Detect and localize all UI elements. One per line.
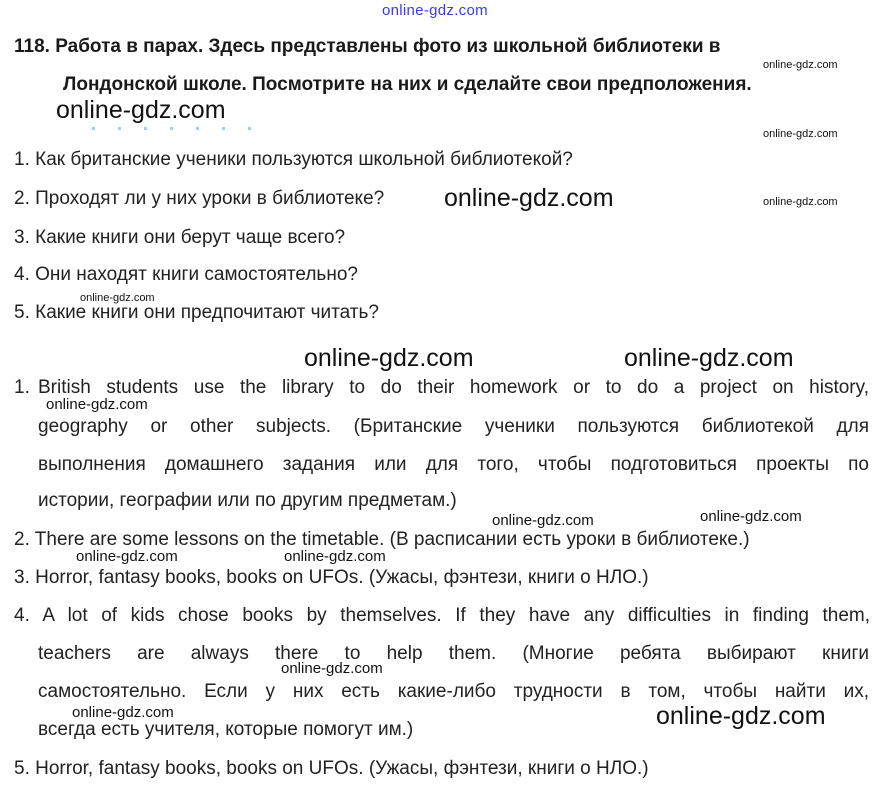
answer-2: 2. There are some lessons on the timetable. (В расписании есть уроки в библиотеке.) [14, 529, 750, 550]
watermark-big-4: online-gdz.com [624, 344, 794, 372]
watermark-small-3: online-gdz.com [700, 508, 802, 525]
watermark-tiny-2: online-gdz.com [763, 128, 838, 140]
answer-1-line-2: geography or other subjects. (Британские ученики пользуются библиотекой для [38, 416, 869, 437]
watermark-tiny-3: online-gdz.com [763, 196, 838, 208]
watermark-small-6: online-gdz.com [281, 660, 383, 677]
watermark-big-5: online-gdz.com [656, 702, 826, 730]
watermark-tiny-4: online-gdz.com [80, 292, 155, 304]
answer-4-line-4: всегда есть учителя, которые помогут им.) [38, 719, 414, 740]
watermark-big-3: online-gdz.com [304, 344, 474, 372]
question-4: 4. Они находят книги самостоятельно? [14, 264, 358, 285]
decorative-scan-mark [92, 127, 272, 130]
question-5: 5. Какие книги они предпочитают читать? [14, 302, 379, 323]
watermark-small-4: online-gdz.com [76, 548, 178, 565]
question-2: 2. Проходят ли у них уроки в библиотеке? [14, 188, 385, 209]
site-header-mark: online-gdz.com [382, 2, 488, 19]
watermark-small-5: online-gdz.com [284, 548, 386, 565]
question-1: 1. Как британские ученики пользуются школьной библиотекой? [14, 149, 573, 170]
answer-1-line-3: выполнения домашнего задания или для того, чтобы подготовиться проекты по [38, 454, 869, 475]
answer-1-line-4: истории, географии или по другим предметам.) [38, 490, 457, 511]
answer-4-line-3: самостоятельно. Если у них есть какие-либо трудности в том, чтобы найти их, [38, 681, 869, 702]
task-heading-line-2: Лондонской школе. Посмотрите на них и сделайте свои предположения. [63, 74, 752, 95]
answer-4-line-1: 4. A lot of kids chose books by themselves. If they have any difficulties in finding them, [14, 605, 870, 626]
watermark-tiny-1: online-gdz.com [763, 59, 838, 71]
watermark-small-2: online-gdz.com [492, 512, 594, 529]
answer-3: 3. Horror, fantasy books, books on UFOs. (Ужасы, фэнтези, книги о НЛО.) [14, 567, 649, 588]
watermark-big-1: online-gdz.com [56, 96, 226, 124]
question-3: 3. Какие книги они берут чаще всего? [14, 227, 346, 248]
answer-1-number: 1. [14, 377, 30, 398]
watermark-small-1: online-gdz.com [46, 396, 148, 413]
answer-5: 5. Horror, fantasy books, books on UFOs. (Ужасы, фэнтези, книги о НЛО.) [14, 758, 649, 779]
answer-1-line-1: British students use the library to do their homework or to do a project on history, [38, 377, 869, 398]
watermark-big-2: online-gdz.com [444, 184, 614, 212]
answer-4-line-2: teachers are always there to help them. (Многие ребята выбирают книги [38, 643, 869, 664]
task-heading-line-1: 118. Работа в парах. Здесь представлены фото из школьной библиотеки в [14, 36, 721, 57]
watermark-small-7: online-gdz.com [72, 704, 174, 721]
